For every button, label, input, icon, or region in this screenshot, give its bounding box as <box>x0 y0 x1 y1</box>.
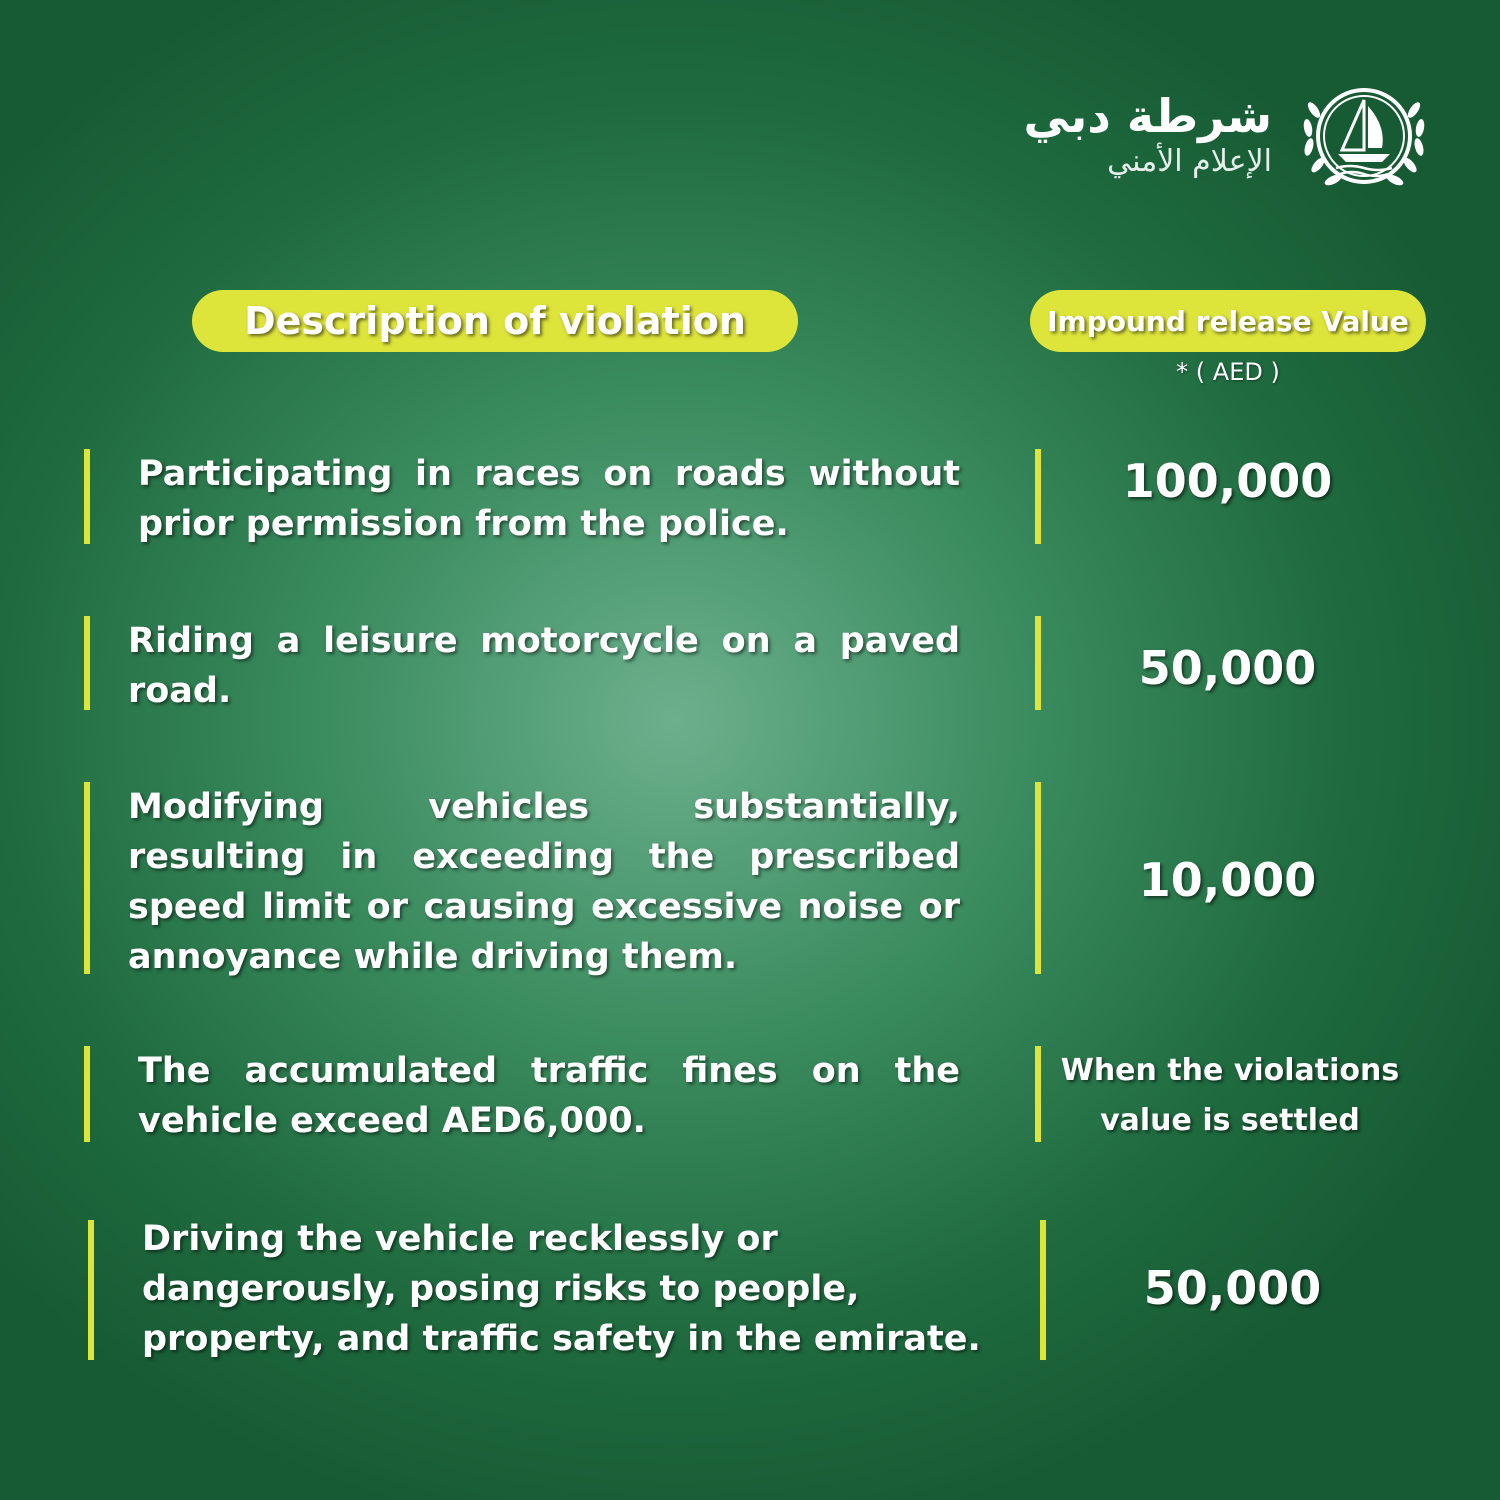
violation-row <box>0 616 1500 710</box>
impound-value: 50,000 <box>1138 641 1317 695</box>
value-header: Impound release Value <box>1030 290 1426 352</box>
violation-description: Riding a leisure motorcycle on a paved road. <box>128 621 960 711</box>
impound-value: 100,000 <box>1122 454 1333 508</box>
violation-description: Driving the vehicle recklessly or dangerously, posing risks to people, property, and traffic safety in the emirate. <box>142 1219 981 1359</box>
logo-subtitle: الإعلام الأمني <box>1107 143 1272 179</box>
impound-value: 50,000 <box>1143 1261 1322 1315</box>
violation-row <box>0 1046 1500 1142</box>
row-divider-left <box>88 1220 94 1360</box>
violation-row <box>0 1220 1500 1360</box>
dubai-police-emblem-icon <box>1298 70 1430 202</box>
logo <box>1023 70 1430 202</box>
logo-title: شرطة دبي <box>1023 89 1272 144</box>
row-divider-right <box>1035 1046 1041 1142</box>
impound-value: When the violations value is settled <box>1060 1053 1400 1138</box>
violation-description: The accumulated traffic fines on the vehicle exceed AED6,000. <box>138 1051 960 1141</box>
violation-description: Participating in races on roads without prior permission from the police. <box>138 454 960 544</box>
violation-description: Modifying vehicles substantially, resulting in exceeding the prescribed speed limit or causing excessive noise or annoyance while driving them. <box>128 787 960 977</box>
row-divider-left <box>84 449 90 544</box>
row-divider-right <box>1035 616 1041 710</box>
row-divider-right <box>1035 449 1041 544</box>
violation-row <box>0 449 1500 544</box>
description-header: Description of violation <box>192 290 798 352</box>
logo-text <box>1023 91 1272 181</box>
impound-value: 10,000 <box>1138 853 1317 907</box>
row-divider-left <box>84 1046 90 1142</box>
value-unit: * ( AED ) <box>1176 358 1280 386</box>
row-divider-right <box>1035 782 1041 974</box>
violation-row <box>0 782 1500 977</box>
row-divider-right <box>1040 1220 1046 1360</box>
row-divider-left <box>84 782 90 974</box>
row-divider-left <box>84 616 90 710</box>
